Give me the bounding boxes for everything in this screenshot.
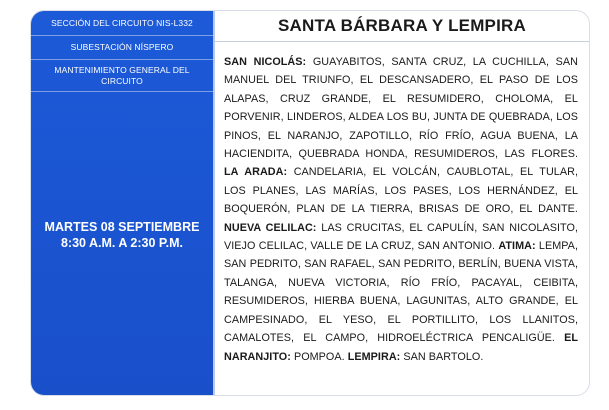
group-label-el-naranjito: EL NARANJITO: <box>224 332 578 363</box>
group-label-lempira: LEMPIRA: <box>347 350 401 363</box>
group-text-lempira: SAN BARTOLO. <box>400 350 484 363</box>
region-title: SANTA BÁRBARA Y LEMPIRA <box>215 11 589 42</box>
maintenance-type: MANTENIMIENTO GENERAL DEL CIRCUITO <box>31 60 213 92</box>
group-label-san-nicolas: SAN NICOLÁS: <box>224 56 307 68</box>
group-text-atima: LEMPA, SAN PEDRITO, SAN RAFAEL, SAN PEDRITO, BERLÍN, BUENA VISTA, TALANGA, NUEVA VICTORIA, RÍO FRÍO, PACAYAL, CEIBITA, RESUMIDEROS, HIERBA BUENA, LAGUNITAS, ALTO GRANDE, EL CAMPESINADO, EL YESO, EL PORTILLITO, LOS LLANITOS, CAMALOTES, EL CAMPO, HIDROELÉCTRICA PENCALIGÜE. <box>224 240 578 345</box>
group-label-nueva-celilac: NUEVA CELILAC: <box>224 221 317 234</box>
sidebar <box>31 11 215 395</box>
group-label-la-arada: LA ARADA: <box>224 166 288 179</box>
affected-areas <box>215 42 589 366</box>
group-text-la-arada: CANDELARIA, EL VOLCÁN, CAUBLOTAL, EL TULAR, LOS PLANES, LAS MARÍAS, LOS PASES, LOS HERNÁNDEZ, EL BOQUERÓN, PLAN DE LA TIERRA, BRISAS DE ORO, EL DANTE. <box>224 166 579 216</box>
schedule <box>31 92 213 395</box>
main-panel <box>215 11 589 395</box>
group-label-atima: ATIMA: <box>498 240 536 253</box>
schedule-date: MARTES 08 SEPTIEMBRE <box>44 219 200 234</box>
group-text-el-naranjito: POMPOA. <box>290 350 348 363</box>
circuit-section: SECCIÓN DEL CIRCUITO NIS-L332 <box>31 11 213 36</box>
substation: SUBESTACIÓN NÍSPERO <box>31 36 213 60</box>
group-text-nueva-celilac: LAS CRUCITAS, EL CAPULÍN, SAN NICOLASITO, VIEJO CELILAC, VALLE DE LA CRUZ, SAN ANTONIO. <box>224 221 578 253</box>
schedule-time: 8:30 A.M. A 2:30 P.M. <box>60 235 184 250</box>
outage-notice-card <box>30 10 590 396</box>
group-text-san-nicolas: GUAYABITOS, SANTA CRUZ, LA CUCHILLA, SAN MANUEL DEL TRIUNFO, EL DESCANSADERO, EL PASO DE LOS ALAPAS, CRUZ GRANDE, EL RESUMIDERO, CHOLOMA, EL PORVENIR, LINDEROS, ALDEA LOS BU, JUNTA DE QUEBRADA, LOS PINOS, EL NARANJO, ZAPOTILLO, RÍO FRÍO, AGUA BUENA, LA HACIENDITA, QUEBRADA HONDA, RESUMIDEROS, LAS FLORES. <box>224 56 579 161</box>
